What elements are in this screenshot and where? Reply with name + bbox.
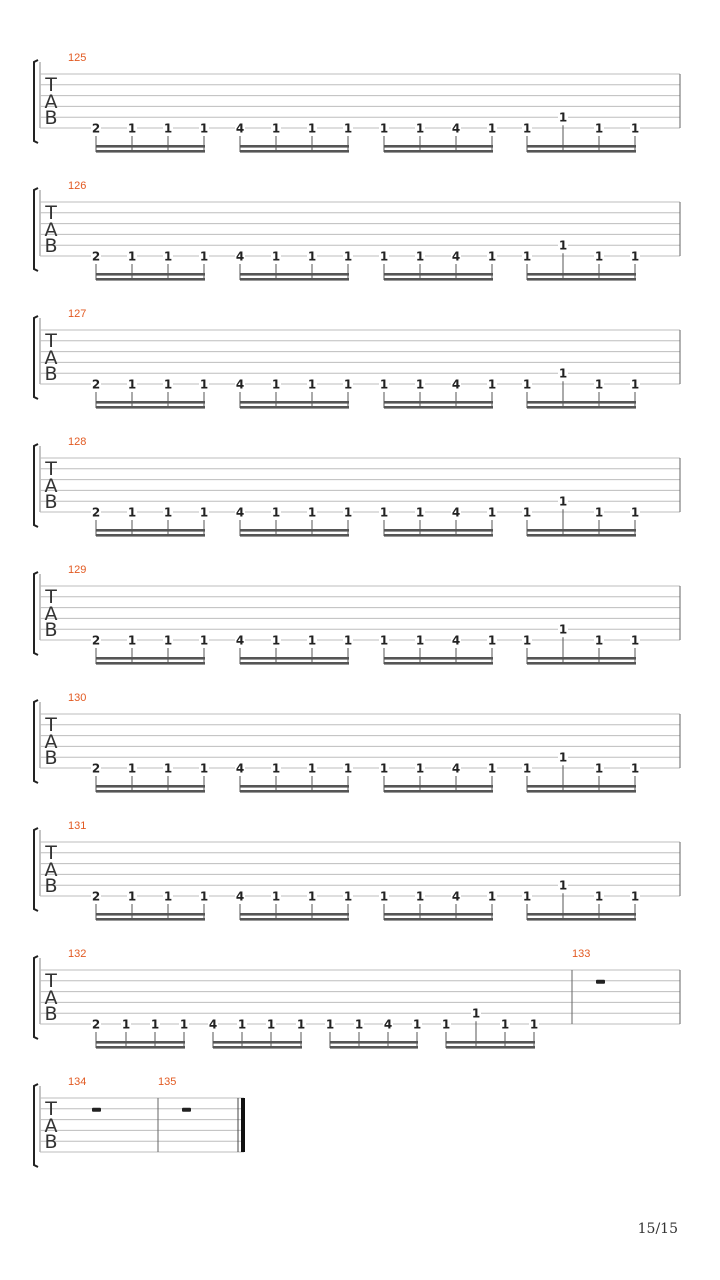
beam	[96, 1046, 185, 1049]
tab-clef-t: T	[45, 714, 57, 736]
fret-number: 1	[307, 249, 317, 264]
beam	[384, 534, 493, 537]
beam	[527, 534, 636, 537]
fret-number: 1	[343, 889, 353, 904]
fret-number: 4	[451, 889, 461, 904]
fret-number: 4	[383, 1017, 393, 1032]
fret-number: 1	[594, 249, 604, 264]
tab-clef-a: A	[44, 347, 58, 369]
fret-number: 1	[594, 505, 604, 520]
beam	[96, 401, 205, 404]
beam	[240, 785, 349, 788]
tab-clef-a: A	[44, 859, 58, 881]
fret-number: 1	[379, 249, 389, 264]
fret-number: 1	[199, 377, 209, 392]
tab-clef-b: B	[44, 363, 58, 385]
fret-number: 1	[266, 1017, 276, 1032]
tab-clef-t: T	[45, 202, 57, 224]
beam	[384, 401, 493, 404]
fret-number: 4	[235, 121, 245, 136]
measure-number: 128	[68, 436, 87, 448]
tab-clef-b: B	[44, 235, 58, 257]
fret-number: 4	[235, 249, 245, 264]
fret-number: 1	[307, 121, 317, 136]
fret-number: 1	[630, 761, 640, 776]
fret-number: 1	[594, 377, 604, 392]
beam	[240, 150, 349, 153]
fret-number: 2	[91, 121, 101, 136]
measure-number: 131	[68, 820, 87, 832]
fret-number: 1	[127, 377, 137, 392]
system-bracket	[34, 60, 38, 143]
beam	[384, 150, 493, 153]
beam	[240, 145, 349, 148]
fret-number: 1	[630, 633, 640, 648]
tab-clef-b: B	[44, 107, 58, 129]
beam	[240, 529, 349, 532]
fret-number: 1	[325, 1017, 335, 1032]
fret-number: 1	[415, 505, 425, 520]
fret-number: 1	[199, 889, 209, 904]
measure-number: 129	[68, 564, 87, 576]
beam	[240, 662, 349, 665]
beam	[527, 401, 636, 404]
beam	[527, 785, 636, 788]
measure-number: 130	[68, 692, 87, 704]
beam	[96, 406, 205, 409]
fret-number: 1	[163, 377, 173, 392]
fret-number: 1	[199, 633, 209, 648]
beam	[96, 1041, 185, 1044]
page-number: 15/15	[637, 1221, 678, 1237]
beam	[384, 145, 493, 148]
system-bracket	[34, 700, 38, 783]
tab-clef-t: T	[45, 330, 57, 352]
beam	[527, 918, 636, 921]
fret-number: 1	[522, 889, 532, 904]
fret-number: 1	[415, 249, 425, 264]
fret-number: 1	[127, 505, 137, 520]
system-bracket	[34, 1084, 38, 1167]
fret-number: 2	[91, 761, 101, 776]
system-bracket	[34, 188, 38, 271]
measure-number: 132	[68, 948, 87, 960]
beam	[527, 657, 636, 660]
beam	[384, 529, 493, 532]
fret-number: 1	[522, 377, 532, 392]
fret-number: 1	[441, 1017, 451, 1032]
beam	[330, 1046, 418, 1049]
fret-number: 4	[208, 1017, 218, 1032]
fret-number: 1	[487, 633, 497, 648]
beam	[96, 662, 205, 665]
beam	[96, 918, 205, 921]
beam	[213, 1041, 302, 1044]
fret-number: 1	[379, 377, 389, 392]
fret-number: 1	[150, 1017, 160, 1032]
whole-rest	[92, 1108, 101, 1112]
tab-clef-b: B	[44, 747, 58, 769]
tab-clef-a: A	[44, 475, 58, 497]
fret-number: 4	[451, 633, 461, 648]
fret-number: 1	[271, 761, 281, 776]
fret-number: 1	[127, 633, 137, 648]
fret-number: 1	[415, 121, 425, 136]
beam	[96, 534, 205, 537]
beam	[446, 1046, 535, 1049]
beam	[384, 406, 493, 409]
fret-number: 1	[307, 889, 317, 904]
fret-number: 1	[354, 1017, 364, 1032]
tab-clef-t: T	[45, 842, 57, 864]
fret-number: 1	[594, 761, 604, 776]
tab-clef-t: T	[45, 970, 57, 992]
tab-clef-b: B	[44, 875, 58, 897]
beam	[527, 406, 636, 409]
fret-number: 1	[630, 377, 640, 392]
fret-number: 4	[235, 377, 245, 392]
fret-number: 1	[500, 1017, 510, 1032]
fret-number: 1	[343, 633, 353, 648]
fret-number: 4	[451, 377, 461, 392]
fret-number: 1	[487, 761, 497, 776]
whole-rest	[182, 1108, 191, 1112]
fret-number: 1	[127, 249, 137, 264]
system-bracket	[34, 828, 38, 911]
beam	[330, 1041, 418, 1044]
fret-number: 1	[271, 505, 281, 520]
beam	[96, 785, 205, 788]
measure-number: 125	[68, 52, 87, 64]
beam	[384, 273, 493, 276]
fret-number: 1	[343, 761, 353, 776]
beam	[384, 790, 493, 793]
fret-number: 1	[558, 750, 568, 765]
beam	[527, 662, 636, 665]
fret-number: 1	[558, 622, 568, 637]
beam	[446, 1041, 535, 1044]
tab-clef-a: A	[44, 731, 58, 753]
fret-number: 1	[237, 1017, 247, 1032]
fret-number: 1	[379, 121, 389, 136]
fret-number: 1	[412, 1017, 422, 1032]
fret-number: 4	[451, 505, 461, 520]
fret-number: 1	[630, 889, 640, 904]
fret-number: 1	[199, 505, 209, 520]
fret-number: 1	[471, 1006, 481, 1021]
fret-number: 1	[199, 121, 209, 136]
beam	[96, 657, 205, 660]
fret-number: 1	[529, 1017, 539, 1032]
beam	[240, 273, 349, 276]
beam	[240, 406, 349, 409]
fret-number: 1	[379, 505, 389, 520]
fret-number: 2	[91, 1017, 101, 1032]
whole-rest	[596, 980, 605, 984]
fret-number: 1	[271, 249, 281, 264]
beam	[240, 657, 349, 660]
fret-number: 1	[522, 249, 532, 264]
measure-number: 126	[68, 180, 87, 192]
beam	[240, 278, 349, 281]
tab-clef-a: A	[44, 219, 58, 241]
beam	[384, 785, 493, 788]
measure-number: 133	[572, 948, 591, 960]
measure-number: 134	[68, 1076, 87, 1088]
fret-number: 1	[379, 889, 389, 904]
tab-clef-a: A	[44, 987, 58, 1009]
fret-number: 1	[522, 761, 532, 776]
fret-number: 1	[307, 377, 317, 392]
beam	[527, 273, 636, 276]
fret-number: 1	[487, 377, 497, 392]
fret-number: 1	[415, 377, 425, 392]
fret-number: 1	[487, 505, 497, 520]
fret-number: 1	[199, 249, 209, 264]
tab-clef-a: A	[44, 1115, 58, 1137]
fret-number: 4	[451, 249, 461, 264]
fret-number: 1	[594, 121, 604, 136]
beam	[240, 918, 349, 921]
fret-number: 1	[163, 633, 173, 648]
beam	[96, 529, 205, 532]
beam	[96, 145, 205, 148]
fret-number: 1	[343, 249, 353, 264]
beam	[384, 657, 493, 660]
fret-number: 1	[630, 505, 640, 520]
fret-number: 1	[343, 505, 353, 520]
beam	[240, 401, 349, 404]
fret-number: 1	[522, 505, 532, 520]
fret-number: 1	[271, 889, 281, 904]
fret-number: 2	[91, 889, 101, 904]
beam	[240, 790, 349, 793]
tab-clef-t: T	[45, 458, 57, 480]
system-bracket	[34, 444, 38, 527]
fret-number: 1	[271, 121, 281, 136]
fret-number: 1	[594, 889, 604, 904]
fret-number: 2	[91, 377, 101, 392]
fret-number: 1	[558, 238, 568, 253]
beam	[384, 278, 493, 281]
fret-number: 1	[415, 889, 425, 904]
fret-number: 1	[594, 633, 604, 648]
beam	[213, 1046, 302, 1049]
fret-number: 1	[415, 633, 425, 648]
beam	[240, 913, 349, 916]
beam	[527, 913, 636, 916]
fret-number: 1	[307, 633, 317, 648]
fret-number: 1	[121, 1017, 131, 1032]
beam	[96, 278, 205, 281]
fret-number: 4	[451, 121, 461, 136]
measure-number: 135	[158, 1076, 177, 1088]
system-bracket	[34, 956, 38, 1039]
tab-clef-b: B	[44, 491, 58, 513]
beam	[527, 145, 636, 148]
fret-number: 1	[558, 110, 568, 125]
fret-number: 1	[127, 121, 137, 136]
fret-number: 1	[199, 761, 209, 776]
measure-number: 127	[68, 308, 87, 320]
fret-number: 1	[415, 761, 425, 776]
beam	[384, 913, 493, 916]
beam	[384, 918, 493, 921]
beam	[96, 150, 205, 153]
beam	[384, 662, 493, 665]
fret-number: 4	[235, 633, 245, 648]
fret-number: 1	[343, 121, 353, 136]
beam	[527, 150, 636, 153]
fret-number: 1	[487, 249, 497, 264]
fret-number: 1	[379, 633, 389, 648]
fret-number: 1	[630, 249, 640, 264]
fret-number: 1	[379, 761, 389, 776]
fret-number: 1	[163, 249, 173, 264]
fret-number: 1	[522, 121, 532, 136]
fret-number: 1	[307, 761, 317, 776]
system-bracket	[34, 572, 38, 655]
final-barline-thick	[241, 1098, 245, 1152]
fret-number: 4	[235, 889, 245, 904]
tab-clef-a: A	[44, 91, 58, 113]
fret-number: 1	[271, 377, 281, 392]
fret-number: 1	[630, 121, 640, 136]
fret-number: 1	[307, 505, 317, 520]
beam	[96, 913, 205, 916]
fret-number: 1	[343, 377, 353, 392]
fret-number: 1	[271, 633, 281, 648]
fret-number: 1	[558, 366, 568, 381]
tab-clef-b: B	[44, 1003, 58, 1025]
fret-number: 4	[235, 761, 245, 776]
fret-number: 1	[558, 878, 568, 893]
fret-number: 2	[91, 249, 101, 264]
fret-number: 1	[163, 121, 173, 136]
system-bracket	[34, 316, 38, 399]
tab-clef-t: T	[45, 1098, 57, 1120]
fret-number: 1	[179, 1017, 189, 1032]
fret-number: 1	[487, 121, 497, 136]
tab-clef-t: T	[45, 74, 57, 96]
fret-number: 1	[127, 889, 137, 904]
fret-number: 1	[296, 1017, 306, 1032]
fret-number: 1	[487, 889, 497, 904]
fret-number: 1	[127, 761, 137, 776]
fret-number: 1	[522, 633, 532, 648]
fret-number: 1	[558, 494, 568, 509]
fret-number: 2	[91, 505, 101, 520]
fret-number: 1	[163, 761, 173, 776]
beam	[527, 790, 636, 793]
beam	[527, 278, 636, 281]
tab-clef-b: B	[44, 619, 58, 641]
tab-clef-a: A	[44, 603, 58, 625]
beam	[96, 273, 205, 276]
beam	[527, 529, 636, 532]
fret-number: 2	[91, 633, 101, 648]
beam	[240, 534, 349, 537]
fret-number: 4	[235, 505, 245, 520]
fret-number: 1	[163, 889, 173, 904]
beam	[96, 790, 205, 793]
fret-number: 1	[163, 505, 173, 520]
tab-clef-b: B	[44, 1131, 58, 1153]
fret-number: 4	[451, 761, 461, 776]
tab-clef-t: T	[45, 586, 57, 608]
